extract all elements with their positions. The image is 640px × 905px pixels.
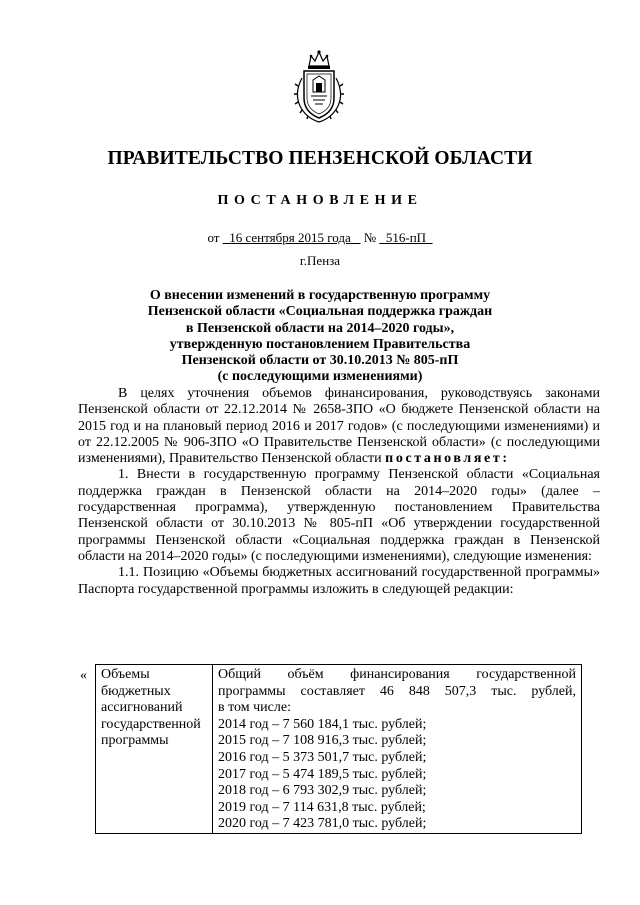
year-funding-line: 2014 год – 7 560 184,1 тыс. рублей;: [218, 716, 427, 732]
coat-of-arms-icon: [292, 48, 346, 124]
subject-line: Пензенской области «Социальная поддержка граждан: [147, 304, 493, 320]
document-type: ПОСТАНОВЛЕНИЕ: [217, 193, 423, 208]
label-line: ассигнований: [101, 700, 183, 716]
total-funding-line: Общий объём финансирования государственной: [218, 667, 576, 682]
year-funding-line: 2018 год – 6 793 302,9 тыс. рублей;: [218, 783, 427, 799]
total-funding-amount: программы составляет 46 848 507,3 тыс. рублей,: [218, 683, 576, 699]
opening-quote: «: [80, 668, 87, 683]
table-label-cell: [96, 665, 213, 834]
year-funding-line: 2020 год – 7 423 781,0 тыс. рублей;: [218, 816, 427, 832]
resolves-word: постановляет:: [385, 451, 510, 467]
date-number-line: [0, 230, 640, 246]
document-date: 16 сентября 2015 года: [229, 230, 351, 245]
date-prefix: от: [207, 230, 220, 245]
year-funding-line: 2019 год – 7 114 631,8 тыс. рублей;: [218, 799, 426, 815]
year-funding-line: 2016 год – 5 373 501,7 тыс. рублей;: [218, 749, 427, 765]
preamble-paragraph: [78, 386, 600, 467]
document-number: 516-пП: [385, 230, 427, 245]
item-1-paragraph: 1. Внести в государственную программу Пензенской области «Социальная поддержка граждан в Пензенской области на 2014–2020 годы» (далее – государственная программа), утвержденную постановлением Правительства Пензенской области от 30.10.2013 № 805-пП «Об утверждении государственной программы Пензенской области «Социальная поддержка граждан в Пензенской области на 2014–2020 годы» (с последующими изменениями), следующие изменения:: [78, 467, 600, 564]
label-line: государственной: [101, 716, 201, 732]
subject-line: утвержденную постановлением Правительства: [169, 336, 471, 352]
table-value-cell: [213, 665, 582, 834]
number-sign: №: [363, 230, 377, 245]
subject-line: (с последующими изменениями): [217, 369, 423, 385]
subject-line: в Пензенской области на 2014–2020 годы»,: [185, 320, 455, 336]
table-row: [96, 665, 582, 834]
subject-line: О внесении изменений в государственную программу: [149, 288, 491, 303]
item-1-1-paragraph: 1.1. Позицию «Объемы бюджетных ассигнований государственной программы» Паспорта государственной программы изложить в следующей редакции:: [78, 565, 600, 597]
including-label: в том числе:: [218, 700, 291, 716]
year-funding-line: 2017 год – 5 474 189,5 тыс. рублей;: [218, 766, 427, 782]
preamble-text: В целях уточнения объемов финансирования, руководствуясь законами Пензенской области от 22.12.2014 № 2658-ЗПО «О бюджете Пензенской области на 2015 год и на плановый период 2016 и 2017 годов» (с последующими изменениями) и от 22.12.2005 № 906-ЗПО «О Правительстве Пензенской области» (с последующими изменениями), Правительство Пензенской области: [78, 386, 600, 467]
passport-table: [95, 664, 582, 834]
org-title: ПРАВИТЕЛЬСТВО ПЕНЗЕНСКОЙ ОБЛАСТИ: [107, 148, 533, 169]
document-body: [78, 386, 600, 598]
subject-line: Пензенской области от 30.10.2013 № 805-пП: [181, 353, 459, 369]
label-line: Объемы: [101, 667, 150, 682]
city: г.Пенза: [299, 253, 341, 268]
label-line: бюджетных: [101, 683, 171, 699]
label-line: программы: [101, 733, 169, 749]
document-subject: [120, 288, 520, 386]
year-funding-line: 2015 год – 7 108 916,3 тыс. рублей;: [218, 733, 427, 749]
